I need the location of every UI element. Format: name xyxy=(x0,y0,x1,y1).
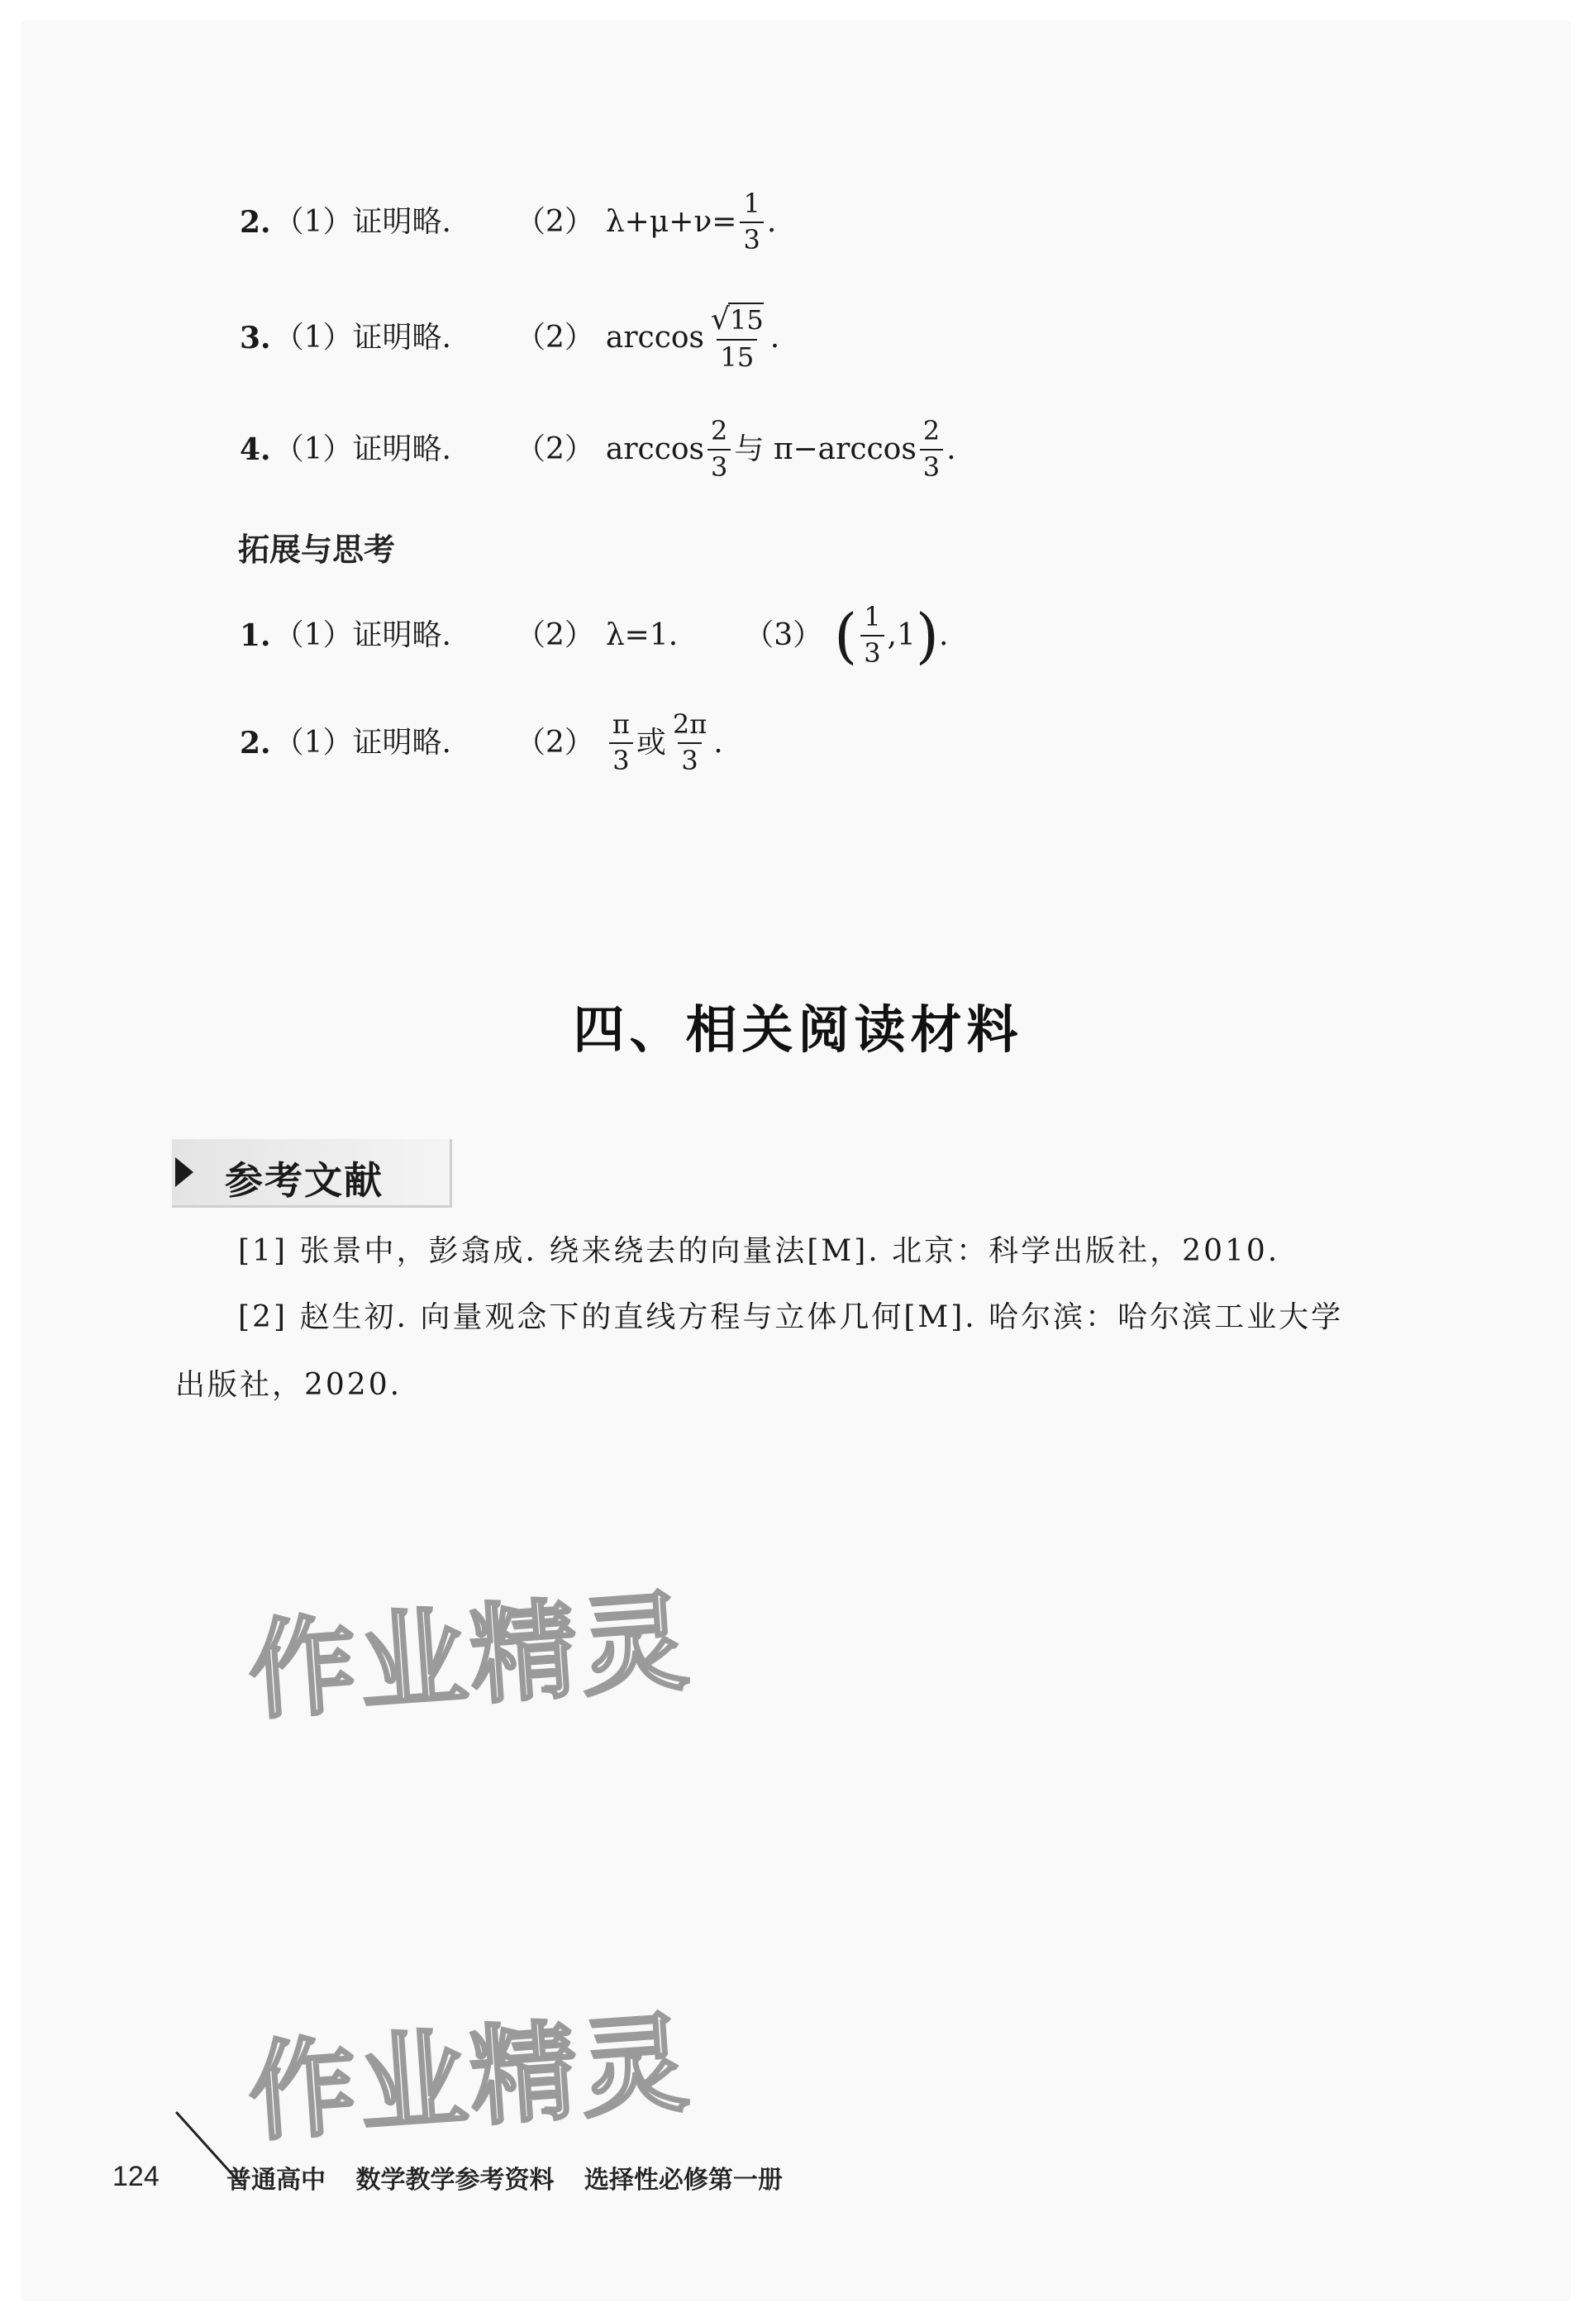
subsection-heading: 拓展与思考 xyxy=(238,532,396,568)
part-1-answer: 证明略. xyxy=(352,617,451,652)
footer-volume: 选择性必修第一册 xyxy=(584,2166,783,2195)
period: . xyxy=(713,725,723,760)
math-expression: 与 π−arccos xyxy=(734,432,917,466)
item-number: 2. xyxy=(240,725,271,760)
fraction: $\frac{1}{3}$ xyxy=(860,603,884,667)
period: . xyxy=(766,204,777,239)
watermark: 作业精灵 xyxy=(245,1578,696,1735)
footer-text xyxy=(226,2159,804,2196)
fraction: $\frac{\pi}{3}$ xyxy=(609,711,633,775)
right-paren-icon: ) xyxy=(915,600,939,670)
left-paren-icon: ( xyxy=(834,600,858,670)
part-1-answer: 证明略. xyxy=(352,432,451,466)
watermark: 作业精灵 xyxy=(245,2000,696,2157)
part-1-answer: 证明略. xyxy=(352,320,451,355)
part-1-label: （1） xyxy=(274,725,353,760)
math-expression: λ+μ+ν= xyxy=(605,204,737,239)
part-1-answer: 证明略. xyxy=(352,204,451,239)
part-1-label: （1） xyxy=(274,320,353,355)
references-label: 参考文献 xyxy=(225,1158,384,1203)
fraction: $\frac{2}{3}$ xyxy=(707,417,731,481)
part-2-label: （2） xyxy=(515,320,594,355)
math-expression: arccos xyxy=(605,320,705,355)
section-title: 四、相关阅读材料 xyxy=(573,999,1023,1060)
part-3-label: （3） xyxy=(744,617,823,652)
footer-book: 数学教学参考资料 xyxy=(355,2166,555,2195)
part-2-label: （2） xyxy=(515,725,594,760)
part-1-answer: 证明略. xyxy=(352,725,451,760)
part-2-label: （2） xyxy=(515,432,594,466)
period: . xyxy=(939,617,949,652)
answer-row-3 xyxy=(240,304,779,371)
math-expression: λ=1. xyxy=(605,617,679,652)
answer-row-2 xyxy=(240,190,776,254)
fraction: $\frac{2}{3}$ xyxy=(920,417,943,481)
item-number: 4. xyxy=(240,432,271,467)
item-number: 2. xyxy=(240,204,271,240)
fraction: $\frac{2\pi}{3}$ xyxy=(672,708,707,776)
part-2-label: （2） xyxy=(515,617,594,652)
extension-row-2 xyxy=(240,708,723,776)
reference-1: [1] 张景中，彭翕成. 绕来绕去的向量法[M]. 北京：科学出版社，2010. xyxy=(238,1234,1280,1268)
part-2-label: （2） xyxy=(515,204,594,239)
period: . xyxy=(946,432,956,466)
part-1-label: （1） xyxy=(274,204,353,239)
period: . xyxy=(769,320,780,355)
extension-row-1 xyxy=(240,600,949,670)
fraction: $\frac{1}{3}$ xyxy=(740,190,763,254)
fraction: $\frac{√15}{15}$ xyxy=(711,303,764,373)
item-number: 3. xyxy=(240,320,271,355)
part-1-label: （1） xyxy=(274,617,353,652)
page-number: 124 xyxy=(112,2161,160,2192)
math-expression: arccos xyxy=(605,432,705,466)
part-1-label: （1） xyxy=(274,432,353,466)
sqrt-icon: √ xyxy=(711,303,730,336)
math-expression: 或 xyxy=(636,725,666,760)
answer-row-4 xyxy=(240,417,956,481)
triangle-marker-icon xyxy=(175,1157,193,1187)
item-number: 1. xyxy=(240,617,271,653)
math-expression: ,1 xyxy=(887,617,916,652)
footer-series: 普通高中 xyxy=(226,2166,326,2195)
references-tab xyxy=(172,1139,452,1208)
reference-2: [2] 赵生初. 向量观念下的直线方程与立体几何[M]. 哈尔滨：哈尔滨工业大学 xyxy=(238,1300,1344,1334)
reference-2-continued: 出版社，2020. xyxy=(175,1368,403,1402)
